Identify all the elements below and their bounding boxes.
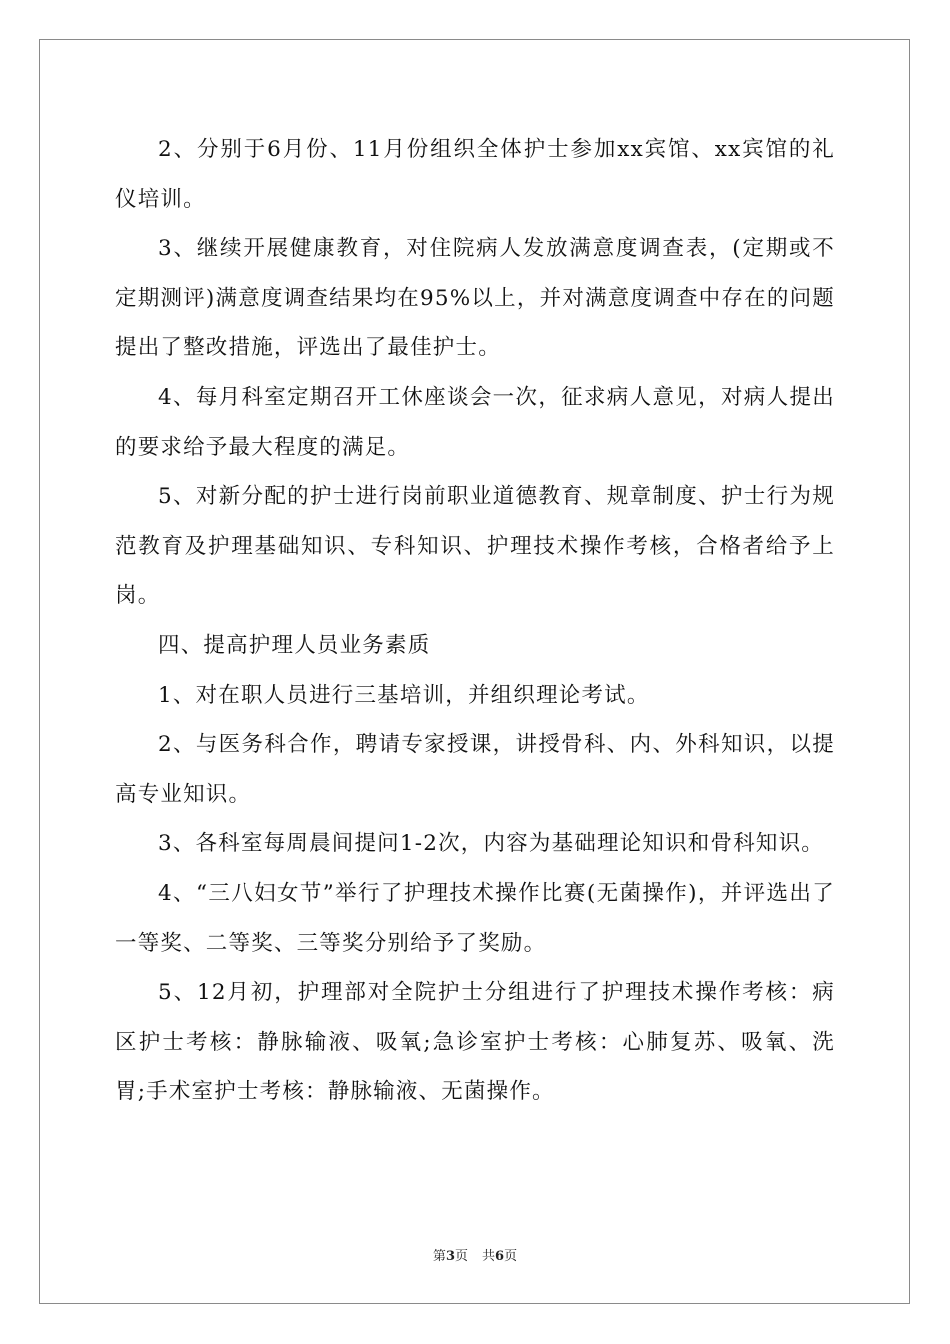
- paragraph: 5、对新分配的护士进行岗前职业道德教育、规章制度、护士行为规范教育及护理基础知识、专科知识、护理技术操作考核，合格者给予上岗。: [115, 484, 835, 609]
- current-page-number: 3: [445, 1249, 455, 1264]
- paragraph: 4、“三八妇女节”举行了护理技术操作比赛(无菌操作)，并评选出了一等奖、二等奖、三等奖分别给予了奖励。: [115, 880, 835, 956]
- paragraph: 3、继续开展健康教育，对住院病人发放满意度调查表，(定期或不定期测评)满意度调查结果均在95%以上，并对满意度调查中存在的问题提出了整改措施，评选出了最佳护士。: [115, 236, 835, 361]
- document-body: [115, 125, 835, 1117]
- paragraph: 1、对在职人员进行三基培训，并组织理论考试。: [158, 682, 650, 708]
- section-heading: 四、提高护理人员业务素质: [158, 632, 431, 658]
- page-footer: [0, 1245, 950, 1264]
- paragraph: 5、12月初，护理部对全院护士分组进行了护理技术操作考核：病区护士考核：静脉输液、吸氧;急诊室护士考核：心肺复苏、吸氧、洗胃;手术室护士考核：静脉输液、无菌操作。: [115, 980, 835, 1105]
- page-suffix: 页: [454, 1249, 468, 1264]
- total-prefix: 共: [482, 1249, 496, 1264]
- paragraph: 2、与医务科合作，聘请专家授课，讲授骨科、内、外科知识，以提高专业知识。: [115, 732, 835, 807]
- page-prefix: 第: [432, 1249, 446, 1264]
- paragraph: 3、各科室每周晨间提问1-2次，内容为基础理论知识和骨科知识。: [158, 831, 825, 857]
- paragraph: 4、每月科室定期召开工休座谈会一次，征求病人意见，对病人提出的要求给予最大程度的满足。: [115, 384, 835, 460]
- total-page-number: 6: [495, 1249, 505, 1264]
- paragraph: 2、分别于6月份、11月份组织全体护士参加xx宾馆、xx宾馆的礼仪培训。: [115, 137, 835, 212]
- total-suffix: 页: [504, 1249, 518, 1264]
